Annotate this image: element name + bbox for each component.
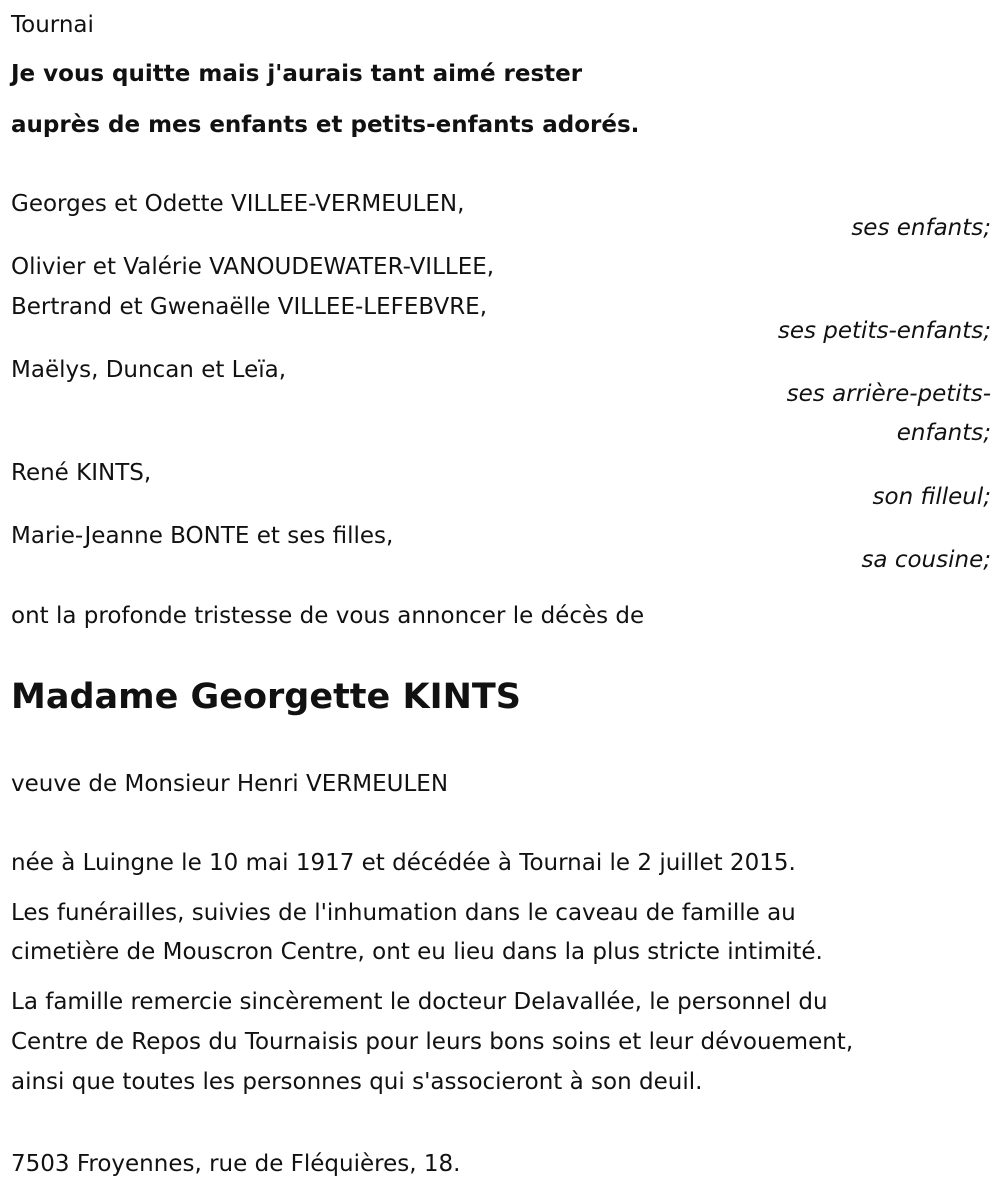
grandchildren-role: ses petits-enfants; [777,318,991,344]
thanks-line-3: ainsi que toutes les personnes qui s'associeront à son deuil. [11,1069,703,1095]
grandchildren-name-1: Olivier et Valérie VANOUDEWATER-VILLEE, [11,254,495,280]
grandchildren-name-2: Bertrand et Gwenaëlle VILLEE-LEFEBVRE, [11,294,488,320]
children-names: Georges et Odette VILLEE-VERMEULEN, [11,191,465,217]
announcement: ont la profonde tristesse de vous annoncer le décès de [11,603,645,629]
thanks-line-2: Centre de Repos du Tournaisis pour leurs bons soins et leur dévouement, [11,1029,854,1055]
address: 7503 Froyennes, rue de Fléquières, 18. [11,1151,461,1177]
children-role: ses enfants; [851,215,991,241]
great-grandchildren-names: Maëlys, Duncan et Leïa, [11,357,287,383]
cousin-role: sa cousine; [861,547,991,573]
motto-line-2: auprès de mes enfants et petits-enfants adorés. [11,112,640,138]
deceased-name: Madame Georgette KINTS [11,677,521,717]
motto-line-1: Je vous quitte mais j'aurais tant aimé rester [11,61,583,87]
cousin-name: Marie-Jeanne BONTE et ses filles, [11,523,394,549]
widow-of: veuve de Monsieur Henri VERMEULEN [11,771,449,797]
godson-name: René KINTS, [11,460,152,486]
location: Tournai [11,12,94,38]
thanks-line-1: La famille remercie sincèrement le docteur Delavallée, le personnel du [11,989,828,1015]
funeral-line-1: Les funérailles, suivies de l'inhumation dans le caveau de famille au [11,900,796,926]
funeral-line-2: cimetière de Mouscron Centre, ont eu lieu dans la plus stricte intimité. [11,939,823,965]
birth-death-dates: née à Luingne le 10 mai 1917 et décédée à Tournai le 2 juillet 2015. [11,850,796,876]
great-grandchildren-role-line-2: enfants; [896,420,991,446]
great-grandchildren-role-line-1: ses arrière-petits- [786,381,991,407]
godson-role: son filleul; [872,484,991,510]
